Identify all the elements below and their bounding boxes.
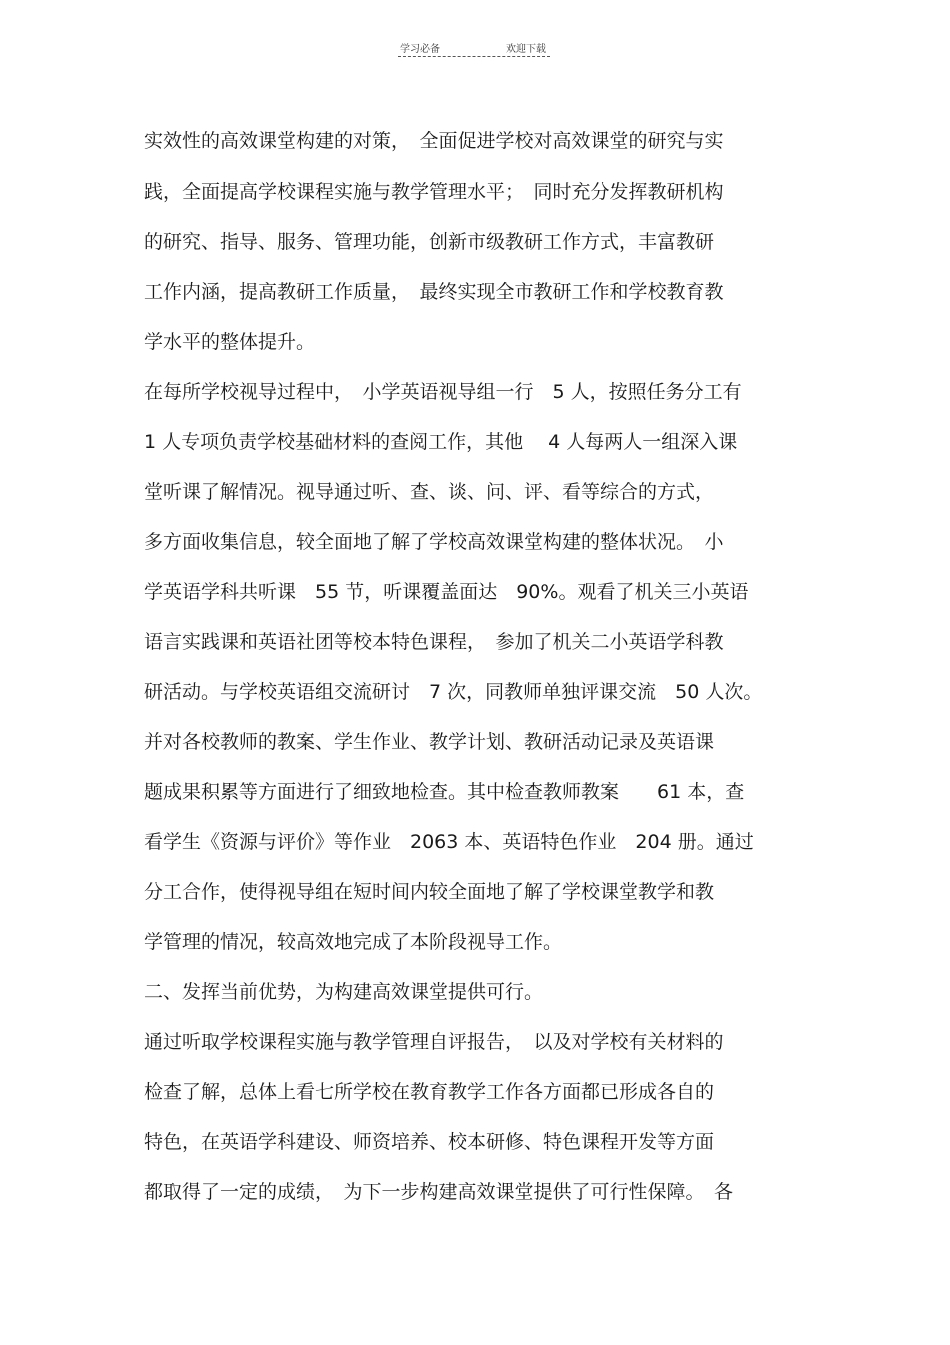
text-line: 学管理的情况，较高效地完成了本阶段视导工作。 xyxy=(144,931,563,953)
text-line: 多方面收集信息，较全面地了解了学校高效课堂构建的整体状况。 小 xyxy=(144,531,724,553)
text-line: 践，全面提高学校课程实施与教学管理水平； 同时充分发挥教研机构 xyxy=(144,181,724,203)
text-line: 学英语学科共听课 55 节，听课覆盖面达 90%。观看了机关三小英语 xyxy=(144,581,749,603)
text-line: 1 人专项负责学校基础材料的查阅工作，其他 4 人每两人一组深入课 xyxy=(144,431,738,453)
text-line: 特色，在英语学科建设、师资培养、校本研修、特色课程开发等方面 xyxy=(144,1131,715,1153)
text-line: 在每所学校视导过程中， 小学英语视导组一行 5 人，按照任务分工有 xyxy=(144,381,742,403)
text-line: 并对各校教师的教案、学生作业、教学计划、教研活动记录及英语课 xyxy=(144,731,715,753)
text-line: 题成果积累等方面进行了细致地检查。其中检查教师教案 61 本，查 xyxy=(144,781,745,803)
text-line: 检查了解，总体上看七所学校在教育教学工作各方面都已形成各自的 xyxy=(144,1081,715,1103)
text-line: 研活动。与学校英语组交流研讨 7 次，同教师单独评课交流 50 人次。 xyxy=(144,681,763,703)
text-line: 的研究、指导、服务、管理功能，创新市级教研工作方式，丰富教研 xyxy=(144,231,715,253)
header-right-text: 欢迎下载 xyxy=(506,44,546,55)
text-line: 语言实践课和英语社团等校本特色课程， 参加了机关二小英语学科教 xyxy=(144,631,724,653)
text-line: 通过听取学校课程实施与教学管理自评报告， 以及对学校有关材料的 xyxy=(144,1031,724,1053)
section-heading: 二、发挥当前优势，为构建高效课堂提供可行。 xyxy=(144,981,544,1003)
page-header xyxy=(398,38,550,57)
text-line: 都取得了一定的成绩， 为下一步构建高效课堂提供了可行性保障。 各 xyxy=(144,1181,734,1203)
header-left-text: 学习必备 xyxy=(400,44,440,55)
text-line: 学水平的整体提升。 xyxy=(144,331,316,353)
text-line: 实效性的高效课堂构建的对策， 全面促进学校对高效课堂的研究与实 xyxy=(144,130,724,152)
text-line: 堂听课了解情况。视导通过听、查、谈、问、评、看等综合的方式， xyxy=(144,481,715,503)
text-line: 看学生《资源与评价》等作业 2063 本、英语特色作业 204 册。通过 xyxy=(144,831,754,853)
text-line: 分工合作，使得视导组在短时间内较全面地了解了学校课堂教学和教 xyxy=(144,881,715,903)
text-line: 工作内涵，提高教研工作质量， 最终实现全市教研工作和学校教育教 xyxy=(144,281,724,303)
